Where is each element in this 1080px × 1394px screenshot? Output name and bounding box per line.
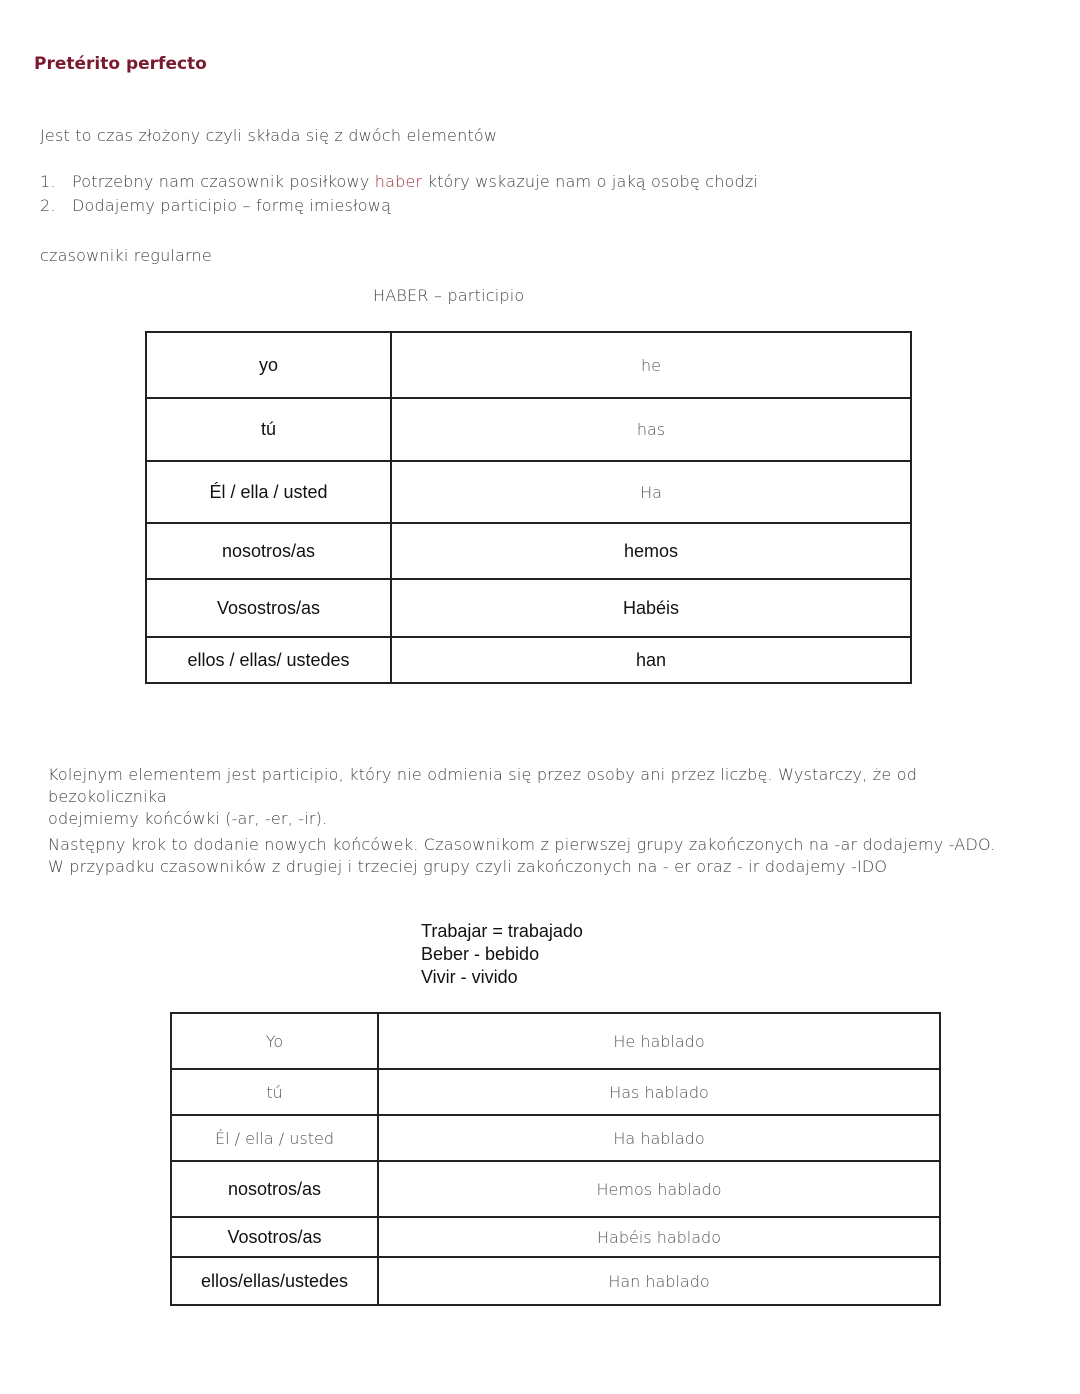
- paragraph-line: odejmiemy końcówki (-ar, -er, -ir).: [48, 809, 328, 828]
- haber-table: [145, 331, 912, 684]
- person-cell: tú: [171, 1069, 378, 1115]
- form-cell: Habéis: [391, 579, 911, 637]
- list-item: [40, 196, 391, 215]
- form-cell: han: [391, 637, 911, 683]
- page-title: Pretérito perfecto: [34, 54, 207, 74]
- table-row: [171, 1257, 940, 1305]
- form-cell: Han hablado: [378, 1257, 940, 1305]
- examples-block: [421, 920, 583, 989]
- paragraph-line: Następny krok to dodanie nowych końcówek. Czasownikom z pierwszej grupy zakończonych na -ar dodajemy -ADO.: [48, 835, 996, 854]
- hablar-table: [170, 1012, 941, 1306]
- table-row: [146, 637, 911, 683]
- table-row: [171, 1217, 940, 1257]
- person-cell: Vosostros/as: [146, 579, 391, 637]
- example-line: Vivir - vivido: [421, 967, 518, 987]
- table-row: [146, 332, 911, 398]
- person-cell: tú: [146, 398, 391, 461]
- form-cell: Ha hablado: [378, 1115, 940, 1161]
- list-number: 1.: [40, 172, 56, 191]
- form-cell: Has hablado: [378, 1069, 940, 1115]
- table-row: [146, 579, 911, 637]
- example-line: Beber - bebido: [421, 944, 540, 964]
- form-cell: Ha: [391, 461, 911, 523]
- person-cell: ellos/ellas/ustedes: [171, 1257, 378, 1305]
- table-row: [171, 1161, 940, 1217]
- table-row: [146, 398, 911, 461]
- person-cell: Él / ella / usted: [171, 1115, 378, 1161]
- person-cell: nosotros/as: [146, 523, 391, 579]
- form-cell: he: [391, 332, 911, 398]
- subheading: czasowniki regularne: [40, 246, 212, 265]
- paragraph: [48, 834, 1038, 878]
- form-cell: Habéis hablado: [378, 1217, 940, 1257]
- paragraph-line: Kolejnym elementem jest participio, który nie odmienia się przez osoby ani przez liczbę. Wystarczy, że od bezokolicznika: [48, 765, 918, 806]
- form-cell: Hemos hablado: [378, 1161, 940, 1217]
- list-number: 2.: [40, 196, 56, 215]
- table-row: [171, 1115, 940, 1161]
- list-text: Potrzebny nam czasownik posiłkowy: [72, 172, 375, 191]
- list-text: który wskazuje nam o jaką osobę chodzi: [422, 172, 759, 191]
- table-row: [171, 1069, 940, 1115]
- form-cell: has: [391, 398, 911, 461]
- person-cell: Él / ella / usted: [146, 461, 391, 523]
- example-line: Trabajar = trabajado: [421, 921, 583, 941]
- person-cell: Vosotros/as: [171, 1217, 378, 1257]
- table-caption: HABER – participio: [373, 286, 525, 305]
- table-row: [146, 523, 911, 579]
- person-cell: yo: [146, 332, 391, 398]
- table-row: [171, 1013, 940, 1069]
- intro-text: Jest to czas złożony czyli składa się z dwóch elementów: [40, 126, 498, 145]
- person-cell: nosotros/as: [171, 1161, 378, 1217]
- paragraph: [48, 764, 1038, 830]
- list-text: Dodajemy participio – formę imiesłową: [72, 196, 392, 215]
- paragraph-line: W przypadku czasowników z drugiej i trzeciej grupy czyli zakończonych na - er oraz - ir dodajemy -IDO: [48, 857, 888, 876]
- table-row: [146, 461, 911, 523]
- haber-highlight: haber: [374, 172, 423, 191]
- person-cell: ellos / ellas/ ustedes: [146, 637, 391, 683]
- list-item: [40, 172, 758, 191]
- form-cell: He hablado: [378, 1013, 940, 1069]
- person-cell: Yo: [171, 1013, 378, 1069]
- form-cell: hemos: [391, 523, 911, 579]
